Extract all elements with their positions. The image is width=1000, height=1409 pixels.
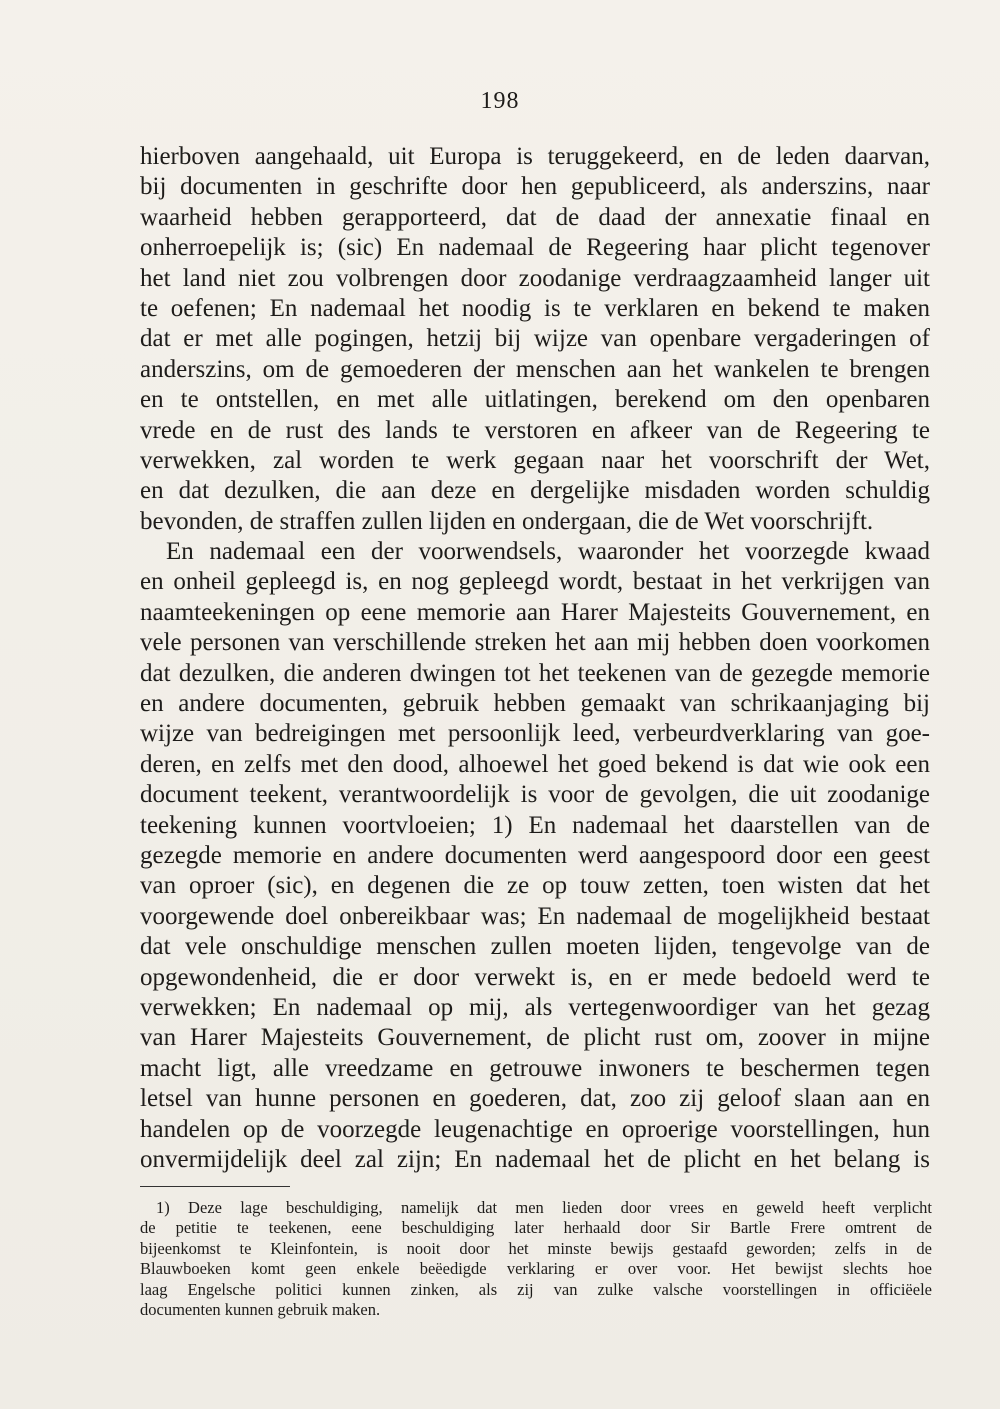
footnote-line: de petitie te teekenen, eene beschuldiging later herhaald door Sir Bartle Frere omtrent de (140, 1218, 932, 1238)
body-text (140, 142, 930, 1175)
footnote-divider (140, 1186, 290, 1187)
text-line: van Harer Majesteits Gouvernement, de plicht rust om, zoover in mijne (140, 1024, 930, 1052)
text-line: van oproer (sic), en degenen die ze op touw zetten, toen wisten dat het (140, 872, 930, 900)
text-line: macht ligt, alle vreedzame en getrouwe inwoners te beschermen tegen (140, 1054, 930, 1082)
text-line: anderszins, om de gemoederen der menschen aan het wankelen te brengen (140, 355, 930, 383)
text-line: gezegde memorie en andere documenten werd aangespoord door een geest (140, 841, 930, 869)
text-line: handelen op de voorzegde leugenachtige en oproerige voorstellingen, hun (140, 1115, 930, 1143)
text-line: bij documenten in geschrifte door hen gepubliceerd, als anderszins, naar (140, 173, 930, 201)
footnote (140, 1198, 932, 1320)
text-line: het land niet zou volbrengen door zoodanige verdraagzaamheid langer uit (140, 264, 930, 292)
text-line: en te ontstellen, en met alle uitlatingen, berekend om den openbaren (140, 386, 930, 414)
text-line: deren, en zelfs met den dood, alhoewel het goed bekend is dat wie ook een (140, 750, 930, 778)
text-line: en dat dezulken, die aan deze en dergelijke misdaden worden schuldig (140, 477, 930, 505)
text-line: dat dezulken, die anderen dwingen tot het teekenen van de gezegde memorie (140, 659, 930, 687)
text-line: waarheid hebben gerapporteerd, dat de daad der annexatie finaal en (140, 203, 930, 231)
text-line: naamteekeningen op eene memorie aan Harer Majesteits Gouvernement, en (140, 598, 930, 626)
text-line: onherroepelijk is; (sic) En nademaal de Regeering haar plicht tegenover (140, 234, 930, 262)
footnote-line: bijeenkomst te Kleinfontein, is nooit door het minste bewijs gestaafd geworden; zelfs in de (140, 1238, 932, 1258)
page-number: 198 (480, 88, 520, 114)
text-line: letsel van hunne personen en goederen, dat, zoo zij geloof slaan aan en (140, 1085, 930, 1113)
text-line: voorgewende doel onbereikbaar was; En nademaal de mogelijkheid bestaat (140, 902, 930, 930)
text-line: onvermijdelijk deel zal zijn; En nademaal het de plicht en het belang is (140, 1145, 930, 1173)
text-line: wijze van bedreigingen met persoonlijk leed, verbeurdverklaring van goe- (140, 720, 930, 748)
text-line: vrede en de rust des lands te verstoren en afkeer van de Regeering te (140, 416, 930, 444)
text-line: hierboven aangehaald, uit Europa is teruggekeerd, en de leden daarvan, (140, 143, 930, 170)
text-line: teekening kunnen voortvloeien; 1) En nademaal het daarstellen van de (140, 811, 930, 839)
text-line: dat vele onschuldige menschen zullen moeten lijden, tengevolge van de (140, 933, 930, 961)
text-line: verwekken; En nademaal op mij, als vertegenwoordiger van het gezag (140, 993, 930, 1021)
footnote-line: 1) Deze lage beschuldiging, namelijk dat men lieden door vrees en geweld heeft verplicht (156, 1198, 932, 1217)
footnote-line: documenten kunnen gebruik maken. (140, 1299, 381, 1319)
text-line: bevonden, de straffen zullen lijden en ondergaan, die de Wet voorschrijft. (140, 507, 874, 535)
text-line: vele personen van verschillende streken het aan mij hebben doen voorkomen (140, 629, 930, 657)
text-line: en andere documenten, gebruik hebben gemaakt van schrikaanjaging bij (140, 690, 930, 718)
text-line: document teekent, verantwoordelijk is voor de gevolgen, die uit zoodanige (140, 781, 930, 809)
text-line: te oefenen; En nademaal het noodig is te verklaren en bekend te maken (140, 294, 930, 322)
text-line: dat er met alle pogingen, hetzij bij wijze van openbare vergaderingen of (140, 325, 930, 353)
text-line: verwekken, zal worden te werk gegaan naar het voorschrift der Wet, (140, 446, 930, 474)
text-line: en onheil gepleegd is, en nog gepleegd wordt, bestaat in het verkrijgen van (140, 568, 930, 596)
text-line: opgewondenheid, die er door verwekt is, en er mede bedoeld werd te (140, 963, 930, 991)
footnote-line: laag Engelsche politici kunnen zinken, als zij van zulke valsche voorstellingen in officiëele (140, 1279, 932, 1299)
text-line: En nademaal een der voorwendsels, waaronder het voorzegde kwaad (166, 538, 930, 566)
footnote-line: Blauwboeken komt geen enkele beëedigde verklaring er over voor. Het bewijst slechts hoe (140, 1259, 932, 1279)
